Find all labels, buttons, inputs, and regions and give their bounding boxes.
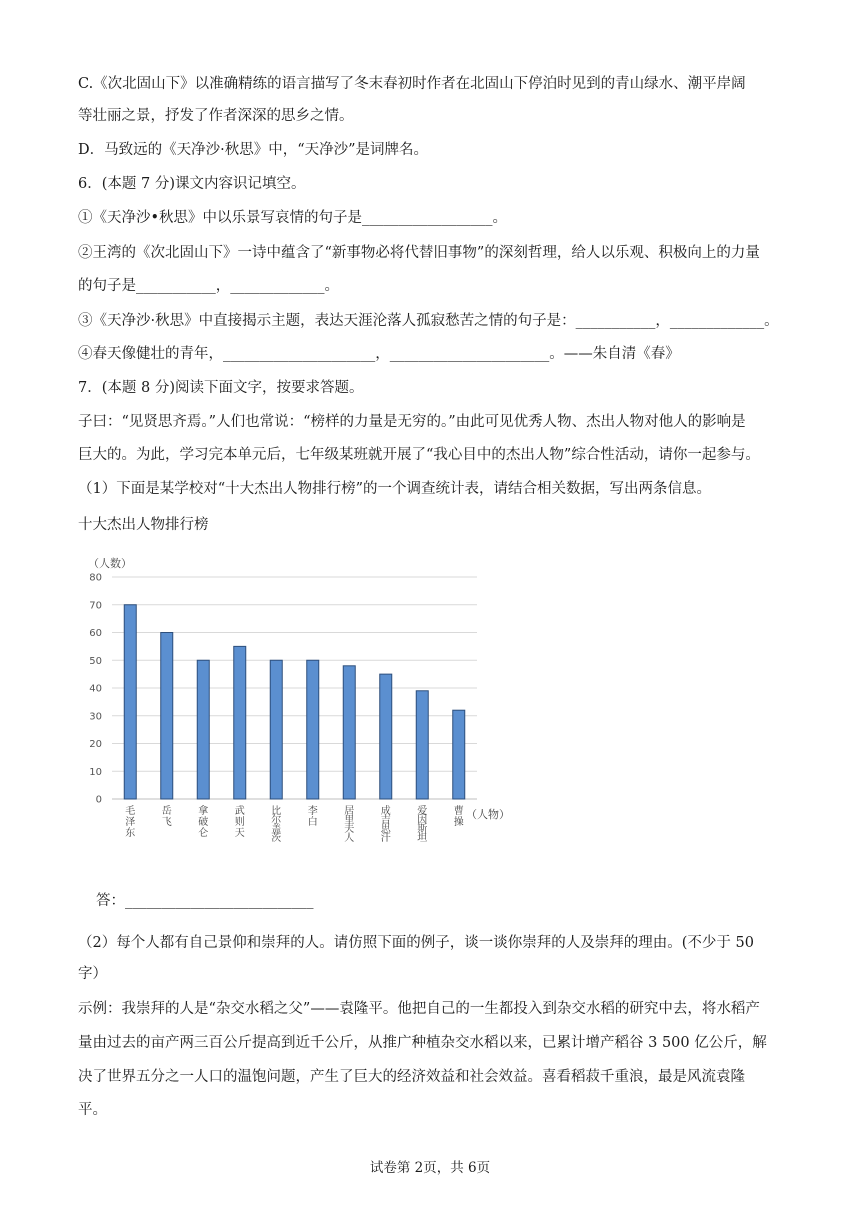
- answer-blank: 答：__________________________: [96, 893, 314, 909]
- bar: [270, 660, 282, 799]
- text-line: （2）每个人都有自己景仰和崇拜的人。请仿照下面的例子，谈一谈你崇拜的人及崇拜的理由。(不少于 50: [78, 935, 754, 951]
- bar: [161, 633, 173, 800]
- text-line: 字）: [78, 966, 107, 982]
- x-tick-label: 武则天: [234, 806, 245, 839]
- x-tick-label: 居里夫人: [344, 806, 355, 844]
- chart-title: 十大杰出人物排行榜: [78, 517, 209, 533]
- text-line: （1）下面是某学校对“十大杰出人物排行榜”的一个调查统计表，请结合相关数据，写出两条信息。: [78, 481, 712, 497]
- text-line: C.《次北固山下》以准确精练的语言描写了冬末春初时作者在北固山下停泊时见到的青山绿水、潮平岸阔: [78, 76, 746, 92]
- bar: [234, 646, 246, 799]
- text-line: 量由过去的亩产两三百公斤提高到近千公斤，从推广种植杂交水稻以来，已累计增产稻谷 3 500 亿公斤，解: [78, 1035, 767, 1051]
- y-tick-label: 60: [89, 628, 102, 639]
- y-tick-label: 50: [89, 655, 102, 667]
- text-line: 巨大的。为此，学习完本单元后，七年级某班就开展了“我心目中的杰出人物”综合性活动，请你一起参与。: [78, 447, 760, 463]
- bar: [307, 660, 319, 799]
- y-tick-label: 40: [89, 683, 102, 695]
- text-line: ③《天净沙·秋思》中直接揭示主题，表达天涯沦落人孤寂愁苦之情的句子是：___________，_____________。: [78, 313, 779, 329]
- x-tick-label: 岳飞: [161, 806, 172, 828]
- text-line: 子曰：“见贤思齐焉。”人们也常说：“榜样的力量是无穷的。”由此可见优秀人物、杰出人物对他人的影响是: [78, 414, 746, 430]
- bar: [343, 666, 355, 799]
- bar: [197, 660, 209, 799]
- y-tick-label: 30: [89, 711, 102, 723]
- bar: [453, 710, 465, 799]
- x-tick-label: 毛泽东: [125, 806, 136, 839]
- y-tick-label: 20: [89, 739, 102, 750]
- y-tick-label: 80: [89, 572, 102, 584]
- text-line: 6．(本题 7 分)课文内容识记填空。: [78, 176, 306, 192]
- x-tick-label: 爱因斯坦: [417, 806, 428, 844]
- bar: [124, 605, 136, 799]
- text-line: 的句子是___________，_____________。: [78, 278, 339, 294]
- y-tick-label: 10: [89, 766, 102, 778]
- x-tick-label: 成吉思汗: [380, 806, 391, 844]
- bar: [380, 674, 392, 799]
- y-tick-label: 70: [89, 600, 102, 612]
- x-tick-label: 李白: [307, 806, 318, 828]
- text-line: ④春天像健壮的青年，_____________________，______________________。——朱自清《春》: [78, 346, 680, 362]
- x-tick-label: 拿破仑: [198, 806, 209, 839]
- bar: [416, 691, 428, 799]
- y-axis-label: （人数）: [88, 557, 132, 570]
- text-line: 示例：我崇拜的人是“杂交水稻之父”——袁隆平。他把自己的一生都投入到杂交水稻的研究中去，将水稻产: [78, 1001, 760, 1017]
- text-line: D．马致远的《天净沙·秋思》中，“天净沙”是词牌名。: [78, 142, 429, 158]
- x-axis-label: （人物）: [466, 808, 510, 821]
- page-footer: 试卷第 2页，共 6页: [369, 1160, 491, 1176]
- text-line: 等壮丽之景，抒发了作者深深的思乡之情。: [78, 108, 354, 124]
- text-line: ①《天净沙•秋思》中以乐景写哀情的句子是__________________。: [78, 210, 508, 226]
- text-line: 7．(本题 8 分)阅读下面文字，按要求答题。: [78, 380, 364, 396]
- text-line: 决了世界五分之一人口的温饱问题，产生了巨大的经济效益和社会效益。喜看稻菽千重浪，最是风流袁隆: [78, 1069, 745, 1085]
- text-line: ②王湾的《次北固山下》一诗中蕴含了“新事物必将代替旧事物”的深刻哲理，给人以乐观、积极向上的力量: [78, 245, 760, 261]
- x-tick-label: 曹操: [453, 806, 464, 828]
- x-tick-label: 比尔盖茨: [271, 806, 282, 844]
- text-line: 平。: [78, 1102, 107, 1118]
- y-tick-label: 0: [95, 794, 102, 806]
